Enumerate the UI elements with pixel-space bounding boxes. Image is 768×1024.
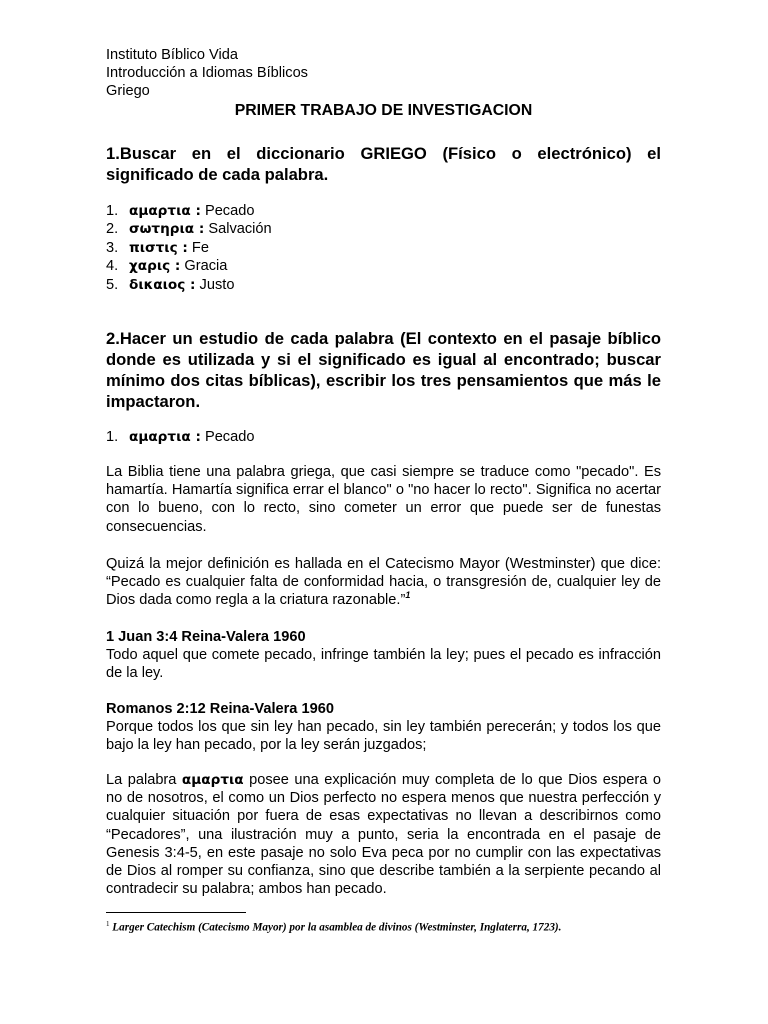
greek-word: σωτηρια : (129, 221, 205, 238)
header-institute: Instituto Bíblico Vida (106, 47, 238, 63)
header-course: Introducción a Idiomas Bíblicos (106, 65, 308, 81)
section2-heading: 2.Hacer un estudio de cada palabra (El contexto en el pasaje bíblico donde es utilizada y si el significado es igual al encontrado; buscar mínimo dos citas bíblicas), escribir los tres pensamientos que más le impactaron. (106, 329, 661, 411)
list-item-number: 1. (106, 429, 119, 445)
footnote-reference: 1 (405, 590, 411, 601)
greek-word: αμαρτια : (129, 203, 201, 219)
verse-reference: Romanos 2:12 Reina-Valera 1960 (106, 701, 334, 717)
word-meaning: Justo (195, 276, 235, 293)
word-meaning: Gracia (180, 258, 228, 275)
footnote-number: 1 (106, 920, 110, 928)
list-item (106, 257, 661, 275)
footnote (106, 917, 706, 935)
section1-heading: 1.Buscar en el diccionario GRIEGO (Físico o electrónico) el significado de cada palabra. (106, 144, 661, 184)
word-meaning: Fe (187, 239, 209, 256)
verse-block (106, 628, 661, 683)
list-item (106, 428, 661, 446)
footnote-text: Larger Catechism (Catecismo Mayor) por la asamblea de divinos (Westminster, Inglaterra, 1723). (109, 921, 562, 934)
greek-word-list (106, 202, 661, 294)
list-item-number: 4. (106, 258, 119, 275)
list-item-number: 3. (106, 239, 119, 256)
verse-block (106, 700, 661, 755)
paragraph-catechism-text: Quizá la mejor definición es hallada en el Catecismo Mayor (Westminster) que dice: “Pecado es cualquier falta de conformidad hacia, o transgresión de, cualquier ley de Dios dada como regla a la criatura razonable.” (106, 556, 661, 609)
greek-word: χαρις : (129, 258, 181, 275)
footnote-separator (106, 912, 246, 913)
list-item (106, 276, 661, 294)
paragraph-reflection (106, 771, 661, 898)
greek-word: δικαιος : (129, 276, 196, 293)
greek-word: αμαρτια : (129, 429, 201, 445)
list-item (106, 202, 661, 220)
list-item-number: 1. (106, 203, 119, 219)
header-subject: Griego (106, 83, 150, 99)
paragraph-hamartia: La Biblia tiene una palabra griega, que casi siempre se traduce como "pecado". Es hamartía. Hamartía significa errar el blanco" o "no hacer lo recto". Significa no acertar con lo bueno, con lo recto, sino cometer un error que puede ser de funestas consecuencias. (106, 464, 661, 535)
document-title: PRIMER TRABAJO DE INVESTIGACION (234, 102, 533, 119)
document-header (106, 46, 661, 100)
verse-text: Porque todos los que sin ley han pecado, sin ley también perecerán; y todos los que bajo la ley han pecado, por la ley serán juzgados; (106, 719, 661, 754)
word-meaning: Salvación (204, 221, 272, 238)
list-item (106, 220, 661, 238)
list-item-number: 2. (106, 221, 119, 238)
study-word-list (106, 428, 661, 446)
paragraph-reflection-start: La palabra (106, 772, 182, 788)
list-item (106, 239, 661, 257)
verse-text: Todo aquel que comete pecado, infringe también la ley; pues el pecado es infracción de la ley. (106, 647, 661, 682)
word-meaning: Pecado (200, 203, 255, 219)
word-meaning: Pecado (200, 429, 255, 445)
list-item-number: 5. (106, 276, 119, 293)
paragraph-catechism (106, 555, 661, 610)
paragraph-reflection-rest: posee una explicación muy completa de lo que Dios espera o no de nosotros, el como un Dios perfecto no espera menos que nuestra perfección y cualquier situación por fuera de esas expectativas no llevan a describirnos como “Pecadores”, una ilustración muy a punto, seria la encontrada en el pasaje de Genesis 3:4-5, en este pasaje no solo Eva peca por no cumplir con las expectativas de Dios al romper su confianza, sino que describe también a la serpiente pecando al contradecir su palabra; ambos han pecado. (106, 772, 661, 898)
greek-word: πιστις : (129, 239, 188, 256)
greek-word: αμαρτια (181, 772, 244, 788)
verse-reference: 1 Juan 3:4 Reina-Valera 1960 (106, 629, 306, 645)
